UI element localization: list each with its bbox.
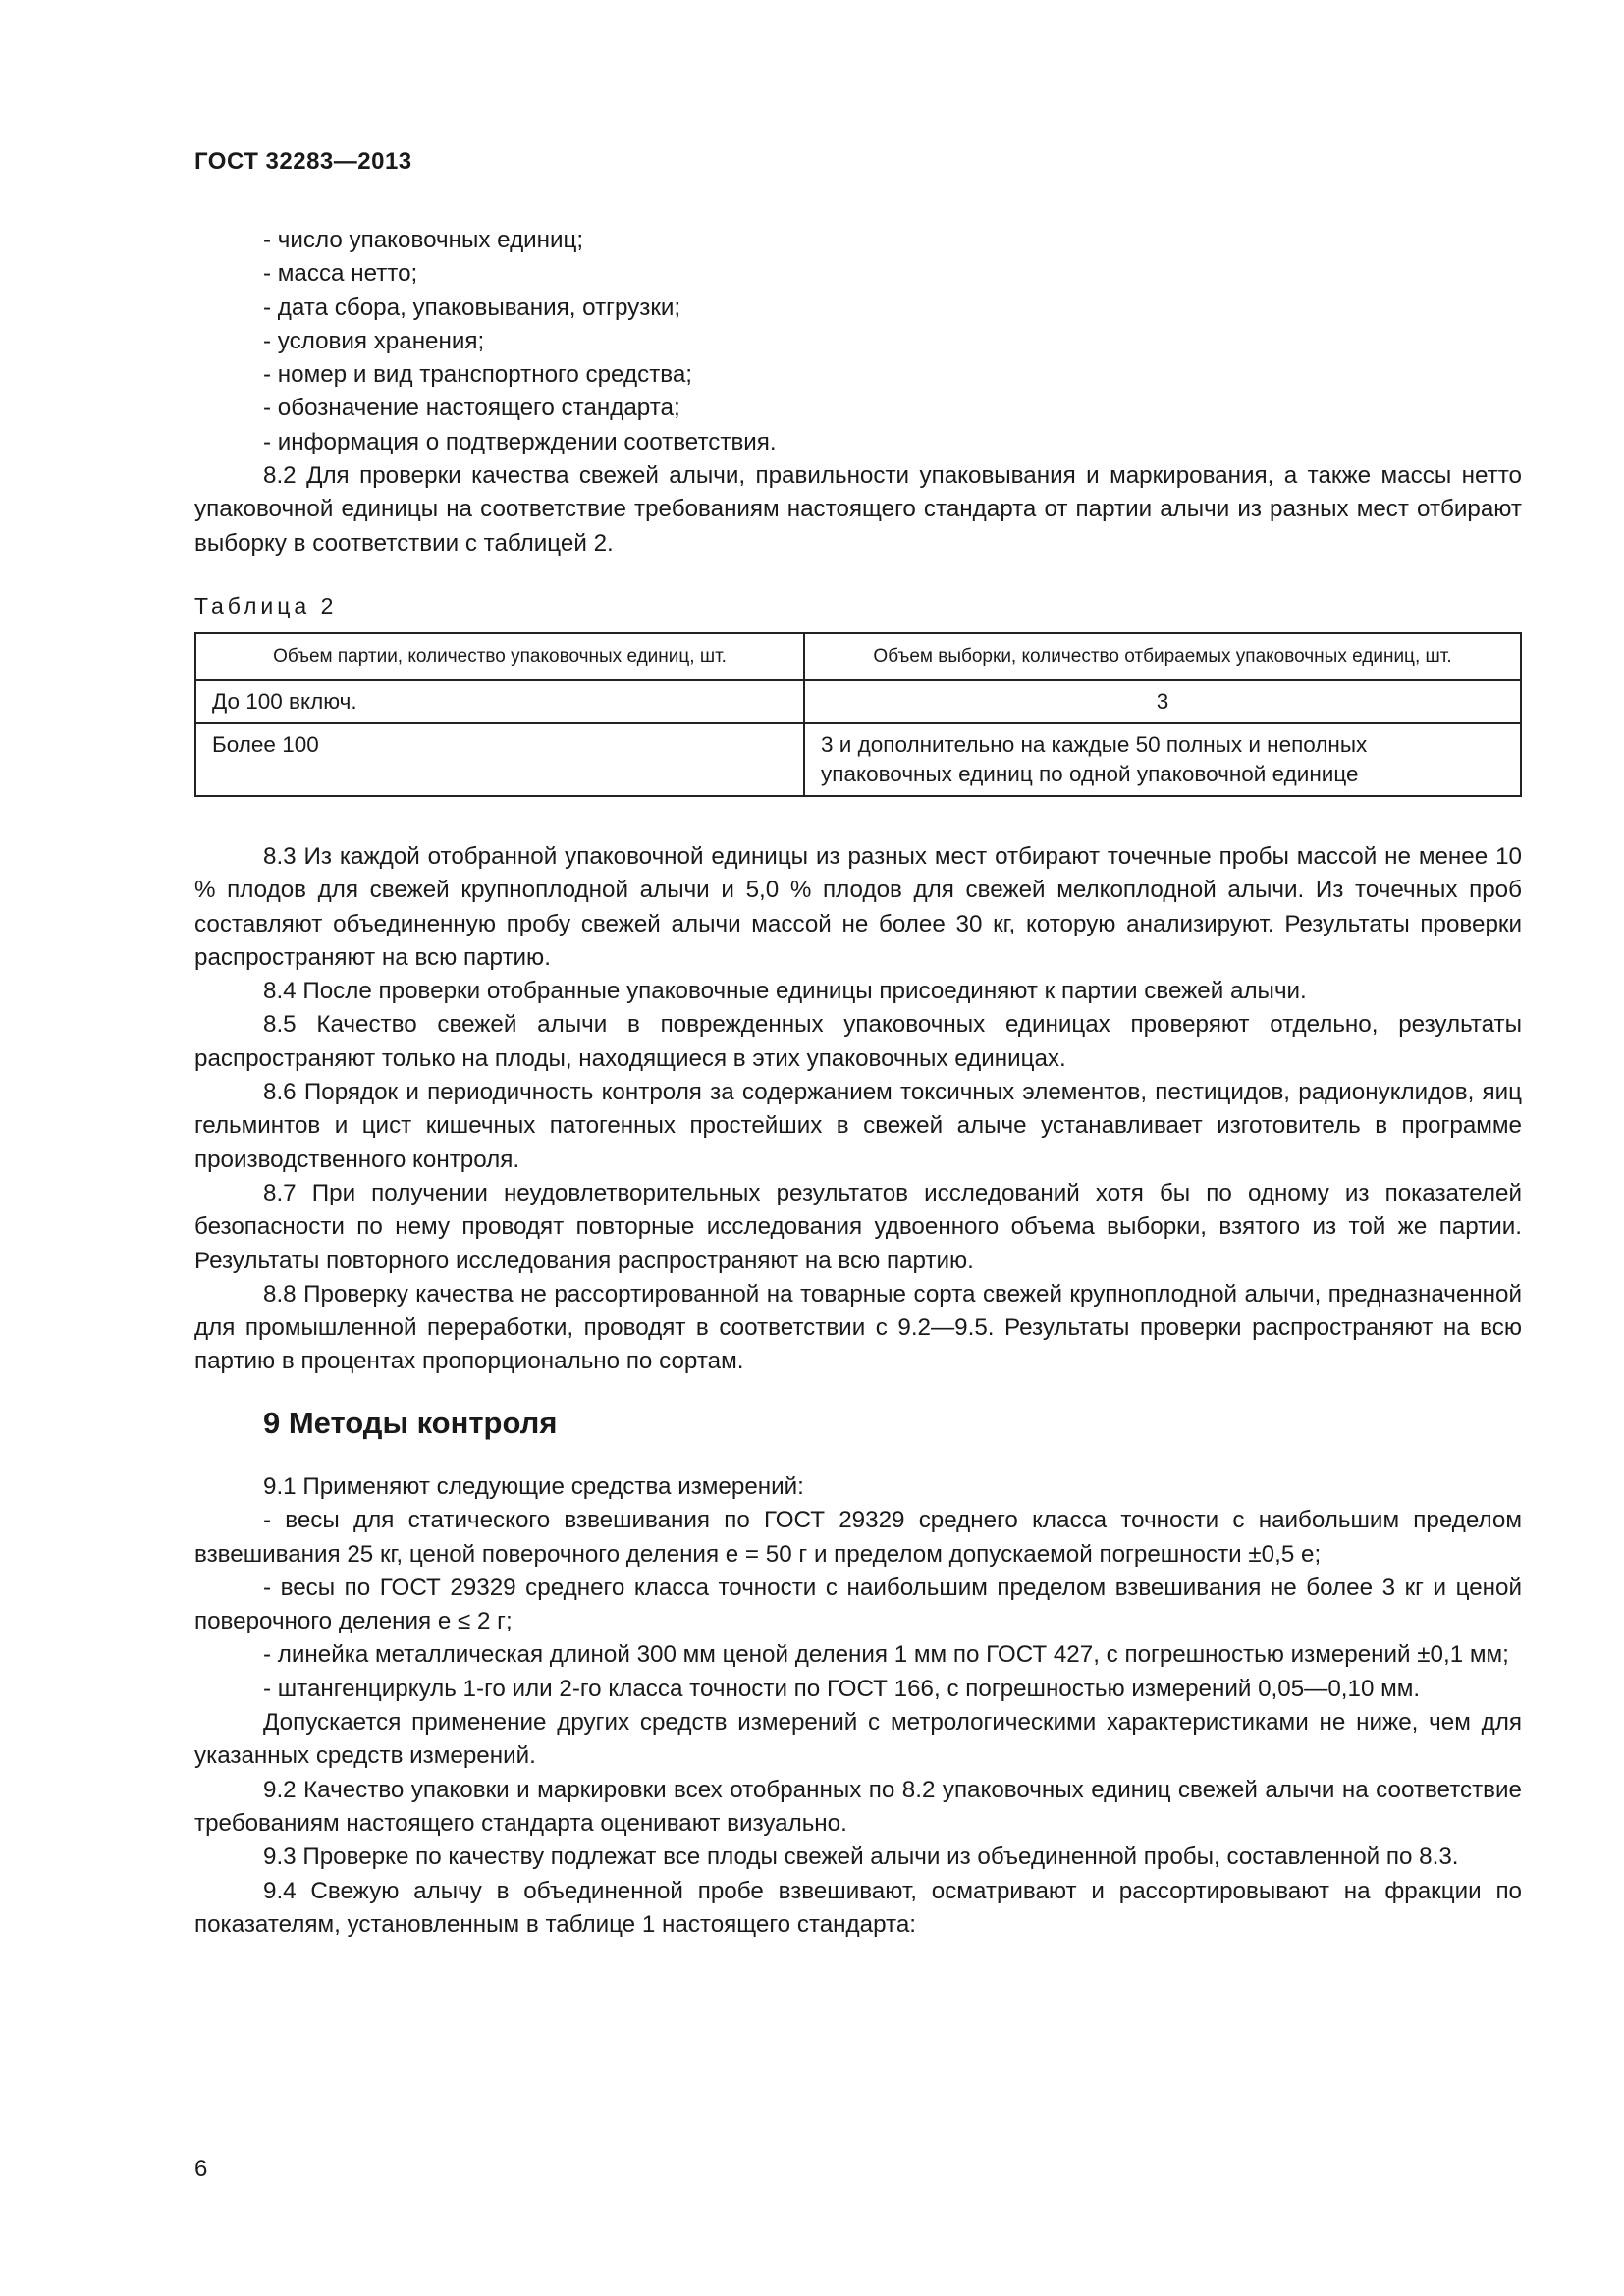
list-item: - обозначение настоящего стандарта; [263, 395, 680, 422]
section-9-body [194, 1470, 1522, 1942]
paragraph-9-1: 9.1 Применяют следующие средства измерений: [263, 1473, 804, 1500]
paragraph-8-6: 8.6 Порядок и периодичность контроля за содержанием токсичных элементов, пестицидов, радионуклидов, яиц гельминтов и цист кишечных патогенных простейших в свежей алыче устанавливает изготовитель в программе производственного контроля. [194, 1079, 1522, 1173]
page-number: 6 [194, 2156, 208, 2182]
paragraph-9-4: 9.4 Свежую алычу в объединенной пробе взвешивают, осматривают и рассортировывают на фракции по показателям, установленным в таблице 1 настоящего стандарта: [194, 1877, 1522, 1938]
batch-cell: До 100 включ. [195, 680, 804, 723]
paragraph-8-3: 8.3 Из каждой отобранной упаковочной единицы из разных мест отбирают точечные пробы массой не менее 10 % плодов для свежей крупноплодной алычи и 5,0 % плодов для свежей мелкоплодной алычи. Из точечных проб составляют объединенную пробу свежей алычи массой не более 30 кг, которую анализируют. Результаты проверки распространяют на всю партию. [194, 843, 1522, 971]
paragraph-8-5: 8.5 Качество свежей алычи в поврежденных упаковочных единицах проверяют отдельно, результаты распространяют только на плоды, находящиеся в этих упаковочных единицах. [194, 1011, 1522, 1072]
sample-cell: 3 и дополнительно на каждые 50 полных и неполных упаковочных единиц по одной упаковочной единице [804, 723, 1521, 796]
document-page [194, 0, 1522, 2296]
paragraph-8-7: 8.7 При получении неудовлетворительных результатов исследований хотя бы по одному из показателей безопасности по нему проводят повторные исследования удвоенного объема выборки, взятого из той же партии. Результаты повторного исследования распространяют на всю партию. [194, 1179, 1522, 1274]
list-item: - информация о подтверждении соответствия. [263, 428, 777, 455]
batch-cell: Более 100 [195, 723, 804, 796]
sampling-table [194, 632, 1522, 797]
table-row [195, 723, 1521, 796]
table-header-row [195, 633, 1521, 680]
paragraph-allowed: Допускается применение других средств измерений с метрологическими характеристиками не ниже, чем для указанных средств измерений. [194, 1709, 1522, 1770]
paragraph-8-2: 8.2 Для проверки качества свежей алычи, правильности упаковывания и маркирования, а также массы нетто упаковочной единицы на соответствие требованиям настоящего стандарта от партии алычи из разных мест отбирают выборку в соответствии с таблицей 2. [194, 462, 1522, 557]
list-item: - дата сбора, упаковывания, отгрузки; [263, 294, 681, 321]
instrument-item: - линейка металлическая длиной 300 мм ценой деления 1 мм по ГОСТ 427, с погрешностью измерений ±0,1 мм; [263, 1641, 1509, 1669]
top-list [194, 224, 1522, 561]
column-header-batch: Объем партии, количество упаковочных единиц, шт. [195, 633, 804, 680]
instrument-item: - штангенциркуль 1-го или 2-го класса точности по ГОСТ 166, с погрешностью измерений 0,05—0,10 мм. [263, 1675, 1421, 1702]
section-8-paragraphs [194, 840, 1522, 1379]
paragraph-9-2: 9.2 Качество упаковки и маркировки всех отобранных по 8.2 упаковочных единиц свежей алычи на соответствие требованиям настоящего стандарта оценивают визуально. [194, 1776, 1522, 1837]
table-caption: Таблица 2 [194, 593, 338, 618]
column-header-sample: Объем выборки, количество отбираемых упаковочных единиц, шт. [804, 633, 1521, 680]
sample-cell: 3 [804, 680, 1521, 723]
table-row [195, 680, 1521, 723]
instrument-item: - весы для статического взвешивания по ГОСТ 29329 среднего класса точности с наибольшим пределом взвешивания 25 кг, ценой поверочного деления е = 50 г и пределом допускаемой погрешности ±0,5 е; [194, 1507, 1522, 1568]
list-item: - условия хранения; [263, 327, 485, 354]
list-item: - номер и вид транспортного средства; [263, 361, 693, 389]
instrument-item: - весы по ГОСТ 29329 среднего класса точности с наибольшим пределом взвешивания не более 3 кг и ценой поверочного деления е ≤ 2 г; [194, 1574, 1522, 1635]
section-9-title: 9 Методы контроля [263, 1406, 558, 1440]
paragraph-8-4: 8.4 После проверки отобранные упаковочные единицы присоединяют к партии свежей алычи. [263, 978, 1307, 1005]
paragraph-8-8: 8.8 Проверку качества не рассортированной на товарные сорта свежей крупноплодной алычи, предназначенной для промышленной переработки, проводят в соответствии с 9.2—9.5. Результаты проверки распространяют на всю партию в процентах пропорционально по сортам. [194, 1280, 1522, 1375]
document-code-header: ГОСТ 32283—2013 [194, 148, 412, 175]
list-item: - число упаковочных единиц; [263, 227, 584, 253]
list-item: - масса нетто; [263, 260, 418, 288]
paragraph-9-3: 9.3 Проверке по качеству подлежат все плоды свежей алычи из объединенной пробы, составленной по 8.3. [263, 1843, 1459, 1871]
